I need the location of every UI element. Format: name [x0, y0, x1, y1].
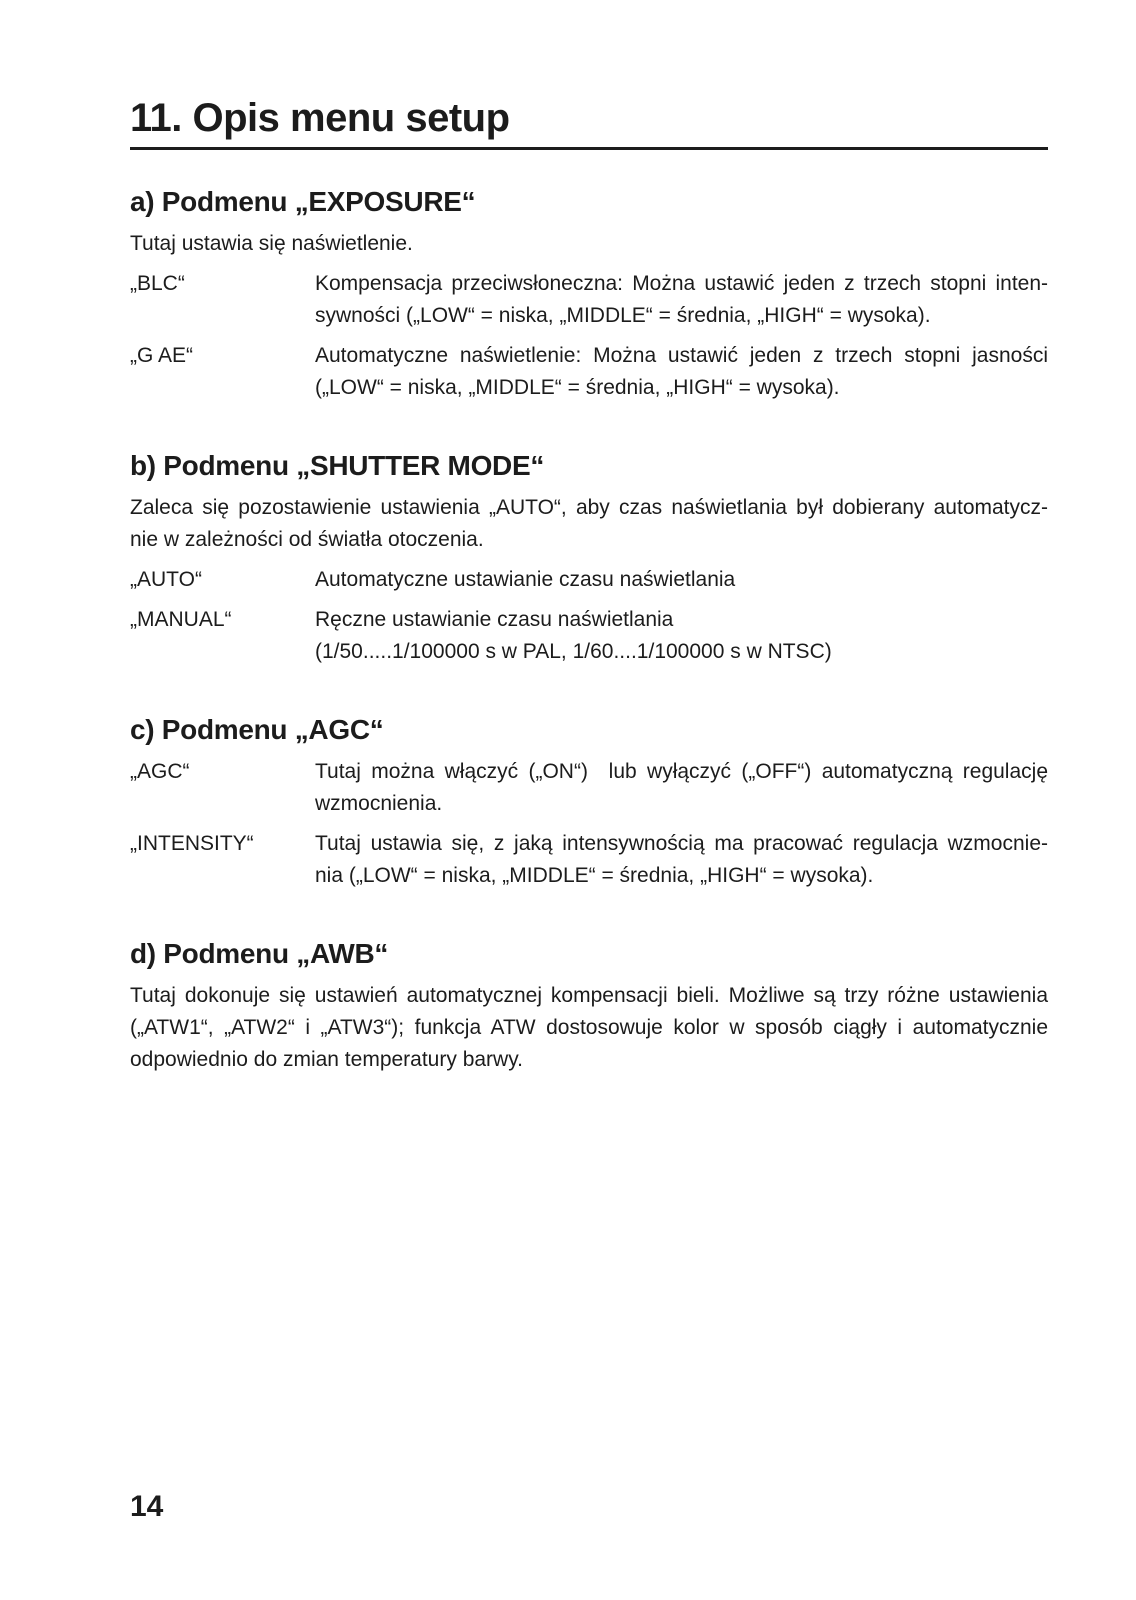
section-agc — [130, 714, 1048, 892]
setting-term: „INTENSITY“ — [130, 832, 254, 855]
chapter-title: 11. Opis menu setup — [130, 96, 1048, 150]
description-line: wzmocnienia. — [315, 792, 443, 815]
setting-term: „AUTO“ — [130, 568, 202, 591]
section-awb — [130, 938, 1048, 1076]
page-number: 14 — [130, 1490, 164, 1523]
intro-line: odpowiednio do zmian temperatury barwy. — [130, 1048, 523, 1071]
setting-item-auto — [130, 564, 1048, 596]
setting-description — [315, 828, 1048, 892]
intro-line: nie w zależności od światła otoczenia. — [130, 528, 484, 551]
page-content — [130, 96, 1048, 1084]
section-intro: Tutaj ustawia się naświetlenie. — [130, 232, 413, 255]
section-intro — [130, 980, 1048, 1076]
setting-description — [315, 268, 1048, 332]
section-title: c) Podmenu „AGC“ — [130, 714, 384, 745]
setting-description — [315, 564, 1048, 596]
description-line: („LOW“ = niska, „MIDDLE“ = średnia, „HIGH“ = wysoka). — [315, 376, 840, 399]
setting-description — [315, 756, 1048, 820]
description-line: Ręczne ustawianie czasu naświetlania — [315, 608, 674, 631]
section-exposure — [130, 186, 1048, 404]
setting-term: „AGC“ — [130, 760, 190, 783]
setting-item-manual — [130, 604, 1048, 668]
section-title: b) Podmenu „SHUTTER MODE“ — [130, 450, 545, 481]
section-title: d) Podmenu „AWB“ — [130, 938, 389, 969]
description-line: Tutaj ustawia się, z jaką intensywnością ma pracować regulacja wzmocnie- — [315, 832, 1048, 855]
description-line: (1/50.....1/100000 s w PAL, 1/60....1/100000 s w NTSC) — [315, 640, 832, 663]
section-shutter-mode — [130, 450, 1048, 668]
setting-item-gae — [130, 340, 1048, 404]
setting-term: „BLC“ — [130, 272, 185, 295]
intro-line: („ATW1“, „ATW2“ i „ATW3“); funkcja ATW dostosowuje kolor w sposób ciągły i automatycznie — [130, 1016, 1048, 1039]
setting-item-agc — [130, 756, 1048, 820]
setting-term: „MANUAL“ — [130, 608, 232, 631]
section-intro — [130, 492, 1048, 556]
setting-item-blc — [130, 268, 1048, 332]
description-line: Automatyczne ustawianie czasu naświetlania — [315, 568, 736, 591]
description-line: Kompensacja przeciwsłoneczna: Można ustawić jeden z trzech stopni inten- — [315, 272, 1048, 295]
section-title: a) Podmenu „EXPOSURE“ — [130, 186, 476, 217]
setting-term: „G AE“ — [130, 344, 194, 367]
description-line: nia („LOW“ = niska, „MIDDLE“ = średnia, „HIGH“ = wysoka). — [315, 864, 874, 887]
description-line: Tutaj można włączyć („ON“) lub wyłączyć („OFF“) automatyczną regulację — [315, 760, 1048, 783]
setting-item-intensity — [130, 828, 1048, 892]
description-line: Automatyczne naświetlenie: Można ustawić jeden z trzech stopni jasności — [315, 344, 1048, 367]
setting-description — [315, 604, 1048, 668]
description-line: sywności („LOW“ = niska, „MIDDLE“ = średnia, „HIGH“ = wysoka). — [315, 304, 931, 327]
intro-line: Tutaj dokonuje się ustawień automatycznej kompensacji bieli. Możliwe są trzy różne ustawienia — [130, 984, 1048, 1007]
setting-description — [315, 340, 1048, 404]
intro-line: Zaleca się pozostawienie ustawienia „AUTO“, aby czas naświetlania był dobierany automatycz- — [130, 496, 1048, 519]
